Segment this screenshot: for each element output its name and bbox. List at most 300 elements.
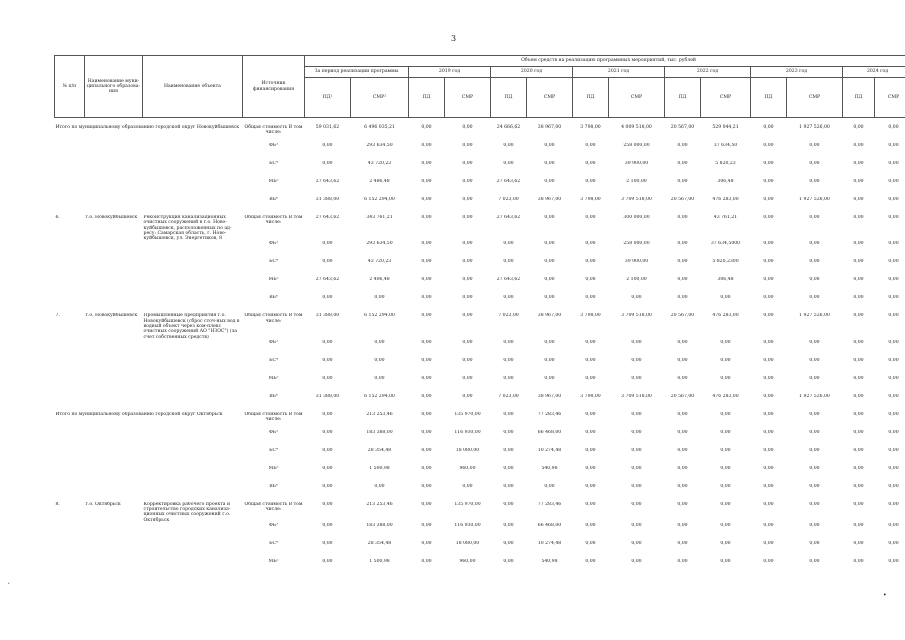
row-value: 0,00 — [809, 357, 820, 363]
row-value: 1 500,98 — [369, 465, 390, 471]
row-value: 0,00 — [809, 215, 820, 220]
row-value: 0,00 — [631, 295, 642, 301]
table-header — [55, 56, 905, 118]
row-value: 0,00 — [763, 259, 774, 265]
row-value: 3 709 518,00 — [621, 313, 652, 319]
row-value: 0,00 — [720, 540, 731, 546]
row-value: 0,00 — [853, 241, 864, 247]
row-value: 0,00 — [421, 483, 432, 489]
row-value: 0,00 — [853, 339, 864, 345]
row-value: 0,00 — [631, 501, 642, 507]
row-value: 0,00 — [853, 357, 864, 363]
row-value: 0,00 — [888, 339, 899, 345]
row-value: 18 080,00 — [455, 540, 480, 546]
header-source: Источник финансирования — [243, 56, 305, 118]
row-number — [55, 541, 85, 559]
table-row — [55, 340, 905, 358]
row-value: 37 634,5000 — [710, 241, 741, 247]
row-value: 0,00 — [322, 295, 333, 301]
row-value: 43 761,21 — [713, 215, 738, 220]
row-value: 38 967,00 — [537, 393, 562, 399]
row-municipality — [85, 143, 143, 161]
row-value: 0,00 — [888, 393, 899, 399]
row-value: 0,00 — [585, 215, 596, 220]
row-municipality — [85, 277, 143, 295]
header-sub: ПД — [573, 78, 609, 118]
row-value: 0,00 — [503, 411, 514, 417]
row-number — [55, 466, 85, 484]
row-value: 0,00 — [888, 197, 899, 202]
row-value: 0,00 — [677, 241, 688, 247]
row-value: 0,00 — [421, 429, 432, 435]
row-value: 0,00 — [585, 161, 596, 166]
row-value: 0,00 — [677, 277, 688, 283]
row-value: 27 643,62 — [496, 277, 521, 283]
row-value: 0,00 — [544, 179, 555, 184]
row-value: 0,00 — [853, 125, 864, 130]
row-value: 59 031,62 — [315, 125, 340, 130]
row-value: 0,00 — [462, 179, 473, 184]
row-object — [143, 179, 243, 197]
table-body — [55, 118, 905, 577]
row-object — [143, 448, 243, 466]
row-value: 0,00 — [720, 501, 731, 507]
row-value: 0,00 — [888, 501, 899, 507]
header-sub: ПД¹ — [305, 78, 351, 118]
row-number: 6. — [55, 215, 60, 220]
row-number: 8. — [55, 501, 60, 507]
row-value: 2 486,48 — [369, 179, 390, 184]
row-value: 0,00 — [763, 179, 774, 184]
row-number — [55, 277, 85, 295]
row-value: 0,00 — [462, 125, 473, 130]
header-sub: СМР — [609, 78, 665, 118]
row-value: 0,00 — [544, 277, 555, 283]
row-value: 529 044,21 — [712, 125, 739, 130]
table-row — [55, 143, 905, 161]
row-value: 0,00 — [503, 241, 514, 247]
row-value: 6 152 294,00 — [364, 197, 395, 202]
row-value: 0,00 — [503, 161, 514, 166]
row-value: 0,00 — [888, 125, 899, 130]
table-row — [55, 448, 905, 466]
row-funding-source: МБ⁵ — [268, 558, 279, 564]
row-value: 0,00 — [503, 357, 514, 363]
row-value: 7 023,00 — [498, 197, 519, 202]
row-value: 0,00 — [888, 179, 899, 184]
row-value: 20 567,00 — [670, 197, 695, 202]
row-value: 476 283,00 — [712, 313, 739, 319]
row-municipality — [85, 161, 143, 179]
row-value: 0,00 — [421, 295, 432, 301]
row-value: 0,00 — [462, 393, 473, 399]
row-value: 0,00 — [462, 241, 473, 247]
row-funding-source: БС⁴ — [269, 447, 278, 453]
row-value: 0,00 — [462, 375, 473, 381]
row-value: 10 274,48 — [537, 540, 562, 546]
row-value: 0,00 — [421, 540, 432, 546]
row-funding-source: ФБ³ — [268, 241, 279, 247]
row-value: 540,98 — [541, 558, 558, 564]
row-object — [143, 466, 243, 484]
row-number — [55, 179, 85, 197]
row-municipality — [85, 523, 143, 541]
row-value: 0,00 — [421, 179, 432, 184]
row-value: 0,00 — [677, 483, 688, 489]
row-value: 306,48 — [717, 277, 734, 283]
row-value: 0,00 — [888, 357, 899, 363]
row-object — [143, 241, 243, 259]
row-value: 0,00 — [503, 339, 514, 345]
row-value: 0,00 — [462, 197, 473, 202]
row-value: 0,00 — [853, 197, 864, 202]
row-value: 0,00 — [322, 143, 333, 148]
row-value: 0,00 — [322, 558, 333, 564]
row-value: 0,00 — [853, 295, 864, 301]
row-value: 0,00 — [421, 357, 432, 363]
row-value: 0,00 — [544, 259, 555, 265]
row-value: 0,00 — [503, 429, 514, 435]
row-object: Корректировка рабочего проекта и строительство городских канализа-ционных очистных сооружений г.о. Октябрьск — [143, 501, 231, 523]
row-value: 0,00 — [809, 501, 820, 507]
row-value: 0,00 — [585, 295, 596, 301]
row-value: 0,00 — [763, 295, 774, 301]
row-value: 0,00 — [585, 465, 596, 471]
row-value: 0,00 — [462, 277, 473, 283]
row-value: 0,00 — [763, 197, 774, 202]
row-value: 0,00 — [374, 483, 385, 489]
row-funding-source: ВБ⁶ — [269, 197, 278, 202]
row-value: 0,00 — [421, 501, 432, 507]
row-municipality — [85, 541, 143, 559]
row-value: 0,00 — [322, 483, 333, 489]
row-value: 20 567,00 — [670, 125, 695, 130]
row-value: 540,98 — [541, 465, 558, 471]
row-value: 0,00 — [888, 483, 899, 489]
row-value: 0,00 — [853, 393, 864, 399]
row-value: 0,00 — [322, 501, 333, 507]
row-funding-source: ФБ³ — [268, 143, 279, 148]
row-value: 960,00 — [459, 465, 476, 471]
row-value: 0,00 — [421, 215, 432, 220]
header-sub: СМР — [787, 78, 843, 118]
table-row — [55, 412, 905, 430]
header-volume: Объем средств на реализацию программных мероприятий, тыс. рублей — [305, 56, 905, 67]
row-value: 0,00 — [374, 339, 385, 345]
row-value: 0,00 — [720, 483, 731, 489]
row-value: 0,00 — [585, 357, 596, 363]
row-funding-source: Общая стоимость В том числе: — [244, 501, 303, 513]
table-row — [55, 358, 905, 376]
row-value: 0,00 — [462, 483, 473, 489]
row-value: 0,00 — [585, 540, 596, 546]
row-value: 1 927 526,00 — [799, 313, 830, 319]
row-number — [55, 143, 85, 161]
row-value: 0,00 — [853, 375, 864, 381]
row-value: 0,00 — [585, 277, 596, 283]
row-value: 0,00 — [888, 259, 899, 265]
row-value: 0,00 — [677, 357, 688, 363]
row-value: 293 634,50 — [366, 241, 393, 247]
row-value: 0,00 — [374, 357, 385, 363]
table-row — [55, 259, 905, 277]
row-municipality — [85, 430, 143, 448]
row-value: 43 720,23 — [367, 259, 392, 265]
row-value: 0,00 — [503, 143, 514, 148]
row-value: 0,00 — [503, 522, 514, 528]
row-object — [143, 394, 243, 412]
row-number — [55, 448, 85, 466]
row-value: 0,00 — [720, 522, 731, 528]
row-value: 0,00 — [421, 197, 432, 202]
header-num: № п/п — [55, 56, 85, 118]
row-funding-source: МБ⁵ — [268, 277, 279, 283]
row-value: 0,00 — [888, 429, 899, 435]
row-value: 343 761,21 — [366, 215, 393, 220]
row-value: 0,00 — [503, 295, 514, 301]
row-value: 0,00 — [720, 465, 731, 471]
row-value: 27 643,62 — [496, 179, 521, 184]
row-funding-source: МБ⁵ — [268, 465, 279, 471]
row-value: 0,00 — [809, 558, 820, 564]
row-value: 77 283,46 — [537, 501, 562, 507]
row-value: 0,00 — [853, 161, 864, 166]
row-value: 183 388,00 — [366, 522, 393, 528]
row-number — [55, 430, 85, 448]
row-number: 7. — [55, 313, 60, 319]
row-value: 0,00 — [853, 143, 864, 148]
row-value: 0,00 — [631, 558, 642, 564]
row-value: 0,00 — [677, 161, 688, 166]
row-value: 0,00 — [585, 143, 596, 148]
row-value: 0,00 — [631, 339, 642, 345]
row-value: 0,00 — [853, 277, 864, 283]
row-value: 0,00 — [677, 465, 688, 471]
row-municipality: г.о. Новокуйбышевск — [85, 313, 138, 319]
row-value: 116 930,00 — [454, 429, 481, 435]
header-year: 2023 год — [751, 67, 843, 78]
row-value: 0,00 — [421, 411, 432, 417]
row-object — [143, 541, 243, 559]
row-value: 0,00 — [421, 313, 432, 319]
row-value: 0,00 — [544, 375, 555, 381]
header-municipality: Наименование муни-ципального образова-ния — [85, 56, 143, 118]
row-value: 0,00 — [462, 259, 473, 265]
row-value: 476 283,00 — [712, 197, 739, 202]
row-value: 135 970,00 — [454, 411, 481, 417]
row-value: 2 406,48 — [369, 277, 390, 283]
row-value: 0,00 — [585, 558, 596, 564]
row-value: 0,00 — [809, 447, 820, 453]
table-row — [55, 523, 905, 541]
row-number — [55, 241, 85, 259]
row-value: 7 023,00 — [498, 313, 519, 319]
row-value: 0,00 — [763, 447, 774, 453]
row-value: 0,00 — [677, 540, 688, 546]
row-municipality: г.о. Новокуйбышевск — [85, 215, 138, 220]
row-value: 0,00 — [631, 540, 642, 546]
row-value: 0,00 — [763, 393, 774, 399]
row-value: 0,00 — [888, 215, 899, 220]
row-value: 39 900,00 — [624, 259, 649, 265]
row-value: 0,00 — [585, 522, 596, 528]
table-row — [55, 215, 905, 241]
row-municipality — [85, 559, 143, 577]
row-object — [143, 559, 243, 577]
table-row — [55, 502, 905, 523]
row-value: 0,00 — [809, 339, 820, 345]
row-value: 0,00 — [888, 295, 899, 301]
row-value: 0,00 — [853, 465, 864, 471]
row-total-label: Итого по муниципальному образованию городской округ Новокуйбышевск — [55, 125, 240, 130]
row-funding-source: МБ⁵ — [268, 375, 279, 381]
row-municipality — [85, 340, 143, 358]
header-year: 2022 год — [665, 67, 751, 78]
table-row — [55, 376, 905, 394]
row-value: 0,00 — [322, 465, 333, 471]
row-value: 0,00 — [763, 483, 774, 489]
row-value: 0,00 — [374, 375, 385, 381]
row-value: 0,00 — [888, 161, 899, 166]
row-number — [55, 394, 85, 412]
row-value: 0,00 — [809, 295, 820, 301]
row-value: 7 023,00 — [498, 393, 519, 399]
row-value: 1 500,98 — [369, 558, 390, 564]
row-object — [143, 358, 243, 376]
row-value: 116 930,00 — [454, 522, 481, 528]
row-value: 183 388,00 — [366, 429, 393, 435]
row-funding-source: ФБ³ — [268, 339, 279, 345]
row-value: 0,00 — [322, 357, 333, 363]
row-value: 0,00 — [763, 277, 774, 283]
row-value: 0,00 — [544, 215, 555, 220]
row-value: 0,00 — [720, 375, 731, 381]
row-value: 0,00 — [322, 259, 333, 265]
row-value: 0,00 — [853, 313, 864, 319]
row-value: 0,00 — [809, 375, 820, 381]
table-row — [55, 394, 905, 412]
scan-mark: • — [883, 592, 887, 599]
row-number — [55, 358, 85, 376]
row-number — [55, 559, 85, 577]
row-value: 0,00 — [888, 540, 899, 546]
row-value: 0,00 — [631, 375, 642, 381]
row-funding-source: Общая стоимость В том числе: — [244, 215, 303, 226]
row-value: 1 927 526,00 — [799, 125, 830, 130]
row-value: 0,00 — [322, 339, 333, 345]
row-value: 0,00 — [888, 277, 899, 283]
row-value: 0,00 — [503, 483, 514, 489]
row-municipality: г.о. Октябрьск — [85, 501, 121, 507]
row-value: 0,00 — [585, 241, 596, 247]
row-value: 0,00 — [763, 313, 774, 319]
row-value: 66 468,00 — [537, 429, 562, 435]
row-value: 0,00 — [888, 465, 899, 471]
row-value: 0,00 — [585, 411, 596, 417]
row-object — [143, 376, 243, 394]
row-value: 0,00 — [809, 179, 820, 184]
row-value: 0,00 — [809, 522, 820, 528]
row-value: 31 388,00 — [315, 393, 340, 399]
row-value: 0,00 — [677, 411, 688, 417]
table-row — [55, 161, 905, 179]
row-value: 258 000,00 — [623, 143, 650, 148]
row-value: 0,00 — [809, 161, 820, 166]
row-value: 0,00 — [763, 241, 774, 247]
row-value: 0,00 — [853, 522, 864, 528]
header-year: 2021 год — [573, 67, 665, 78]
row-value: 0,00 — [503, 558, 514, 564]
row-funding-source: БС⁴ — [269, 259, 278, 265]
row-value: 0,00 — [809, 277, 820, 283]
row-value: 0,00 — [421, 277, 432, 283]
row-value: 0,00 — [853, 215, 864, 220]
row-value: 10 274,48 — [537, 447, 562, 453]
row-number — [55, 161, 85, 179]
row-value: 0,00 — [853, 429, 864, 435]
row-value: 0,00 — [544, 161, 555, 166]
row-value: 0,00 — [322, 429, 333, 435]
row-value: 38 967,00 — [537, 197, 562, 202]
row-value: 3 798,00 — [580, 125, 601, 130]
row-value: 0,00 — [720, 411, 731, 417]
row-value: 0,00 — [809, 429, 820, 435]
row-value: 0,00 — [888, 558, 899, 564]
row-value: 24 666,62 — [496, 125, 521, 130]
row-object: Реконструкция канализационных очистных сооружений в г.о. Ново-куйбышевск, расположенных по ад-ресу: Самарская область, г. Ново-куйбышевск, ул. Энергетиков, 8 — [143, 215, 232, 242]
row-value: 0,00 — [677, 259, 688, 265]
row-value: 0,00 — [503, 501, 514, 507]
row-funding-source: Общая стоимость В том числе: — [244, 411, 303, 423]
row-value: 0,00 — [763, 540, 774, 546]
row-value: 0,00 — [631, 357, 642, 363]
row-value: 258 000,00 — [623, 241, 650, 247]
row-value: 0,00 — [544, 143, 555, 148]
row-value: 0,00 — [853, 558, 864, 564]
row-value: 0,00 — [322, 241, 333, 247]
row-object — [143, 340, 243, 358]
row-municipality — [85, 179, 143, 197]
row-value: 0,00 — [322, 161, 333, 166]
row-value: 0,00 — [720, 558, 731, 564]
row-value: 66 468,00 — [537, 522, 562, 528]
row-value: 0,00 — [585, 483, 596, 489]
row-municipality — [85, 484, 143, 502]
table-row — [55, 466, 905, 484]
row-value: 0,00 — [631, 447, 642, 453]
header-sub: ПД — [665, 78, 701, 118]
row-value: 1 927 526,00 — [799, 393, 830, 399]
table-row — [55, 295, 905, 313]
table-row — [55, 313, 905, 339]
row-funding-source: ВБ⁶ — [269, 295, 278, 301]
row-value: 0,00 — [503, 375, 514, 381]
row-value: 6 496 035,21 — [364, 125, 395, 130]
row-value: 0,00 — [888, 313, 899, 319]
row-value: 0,00 — [677, 375, 688, 381]
header-sub: ПД — [751, 78, 787, 118]
row-value: 31 388,00 — [315, 197, 340, 202]
table-row — [55, 484, 905, 502]
row-value: 0,00 — [720, 295, 731, 301]
row-value: 306,48 — [717, 179, 734, 184]
row-value: 0,00 — [585, 429, 596, 435]
row-value: 0,00 — [809, 143, 820, 148]
row-object — [143, 259, 243, 277]
row-value: 38 967,00 — [537, 125, 562, 130]
row-value: 31 388,00 — [315, 313, 340, 319]
row-number — [55, 523, 85, 541]
